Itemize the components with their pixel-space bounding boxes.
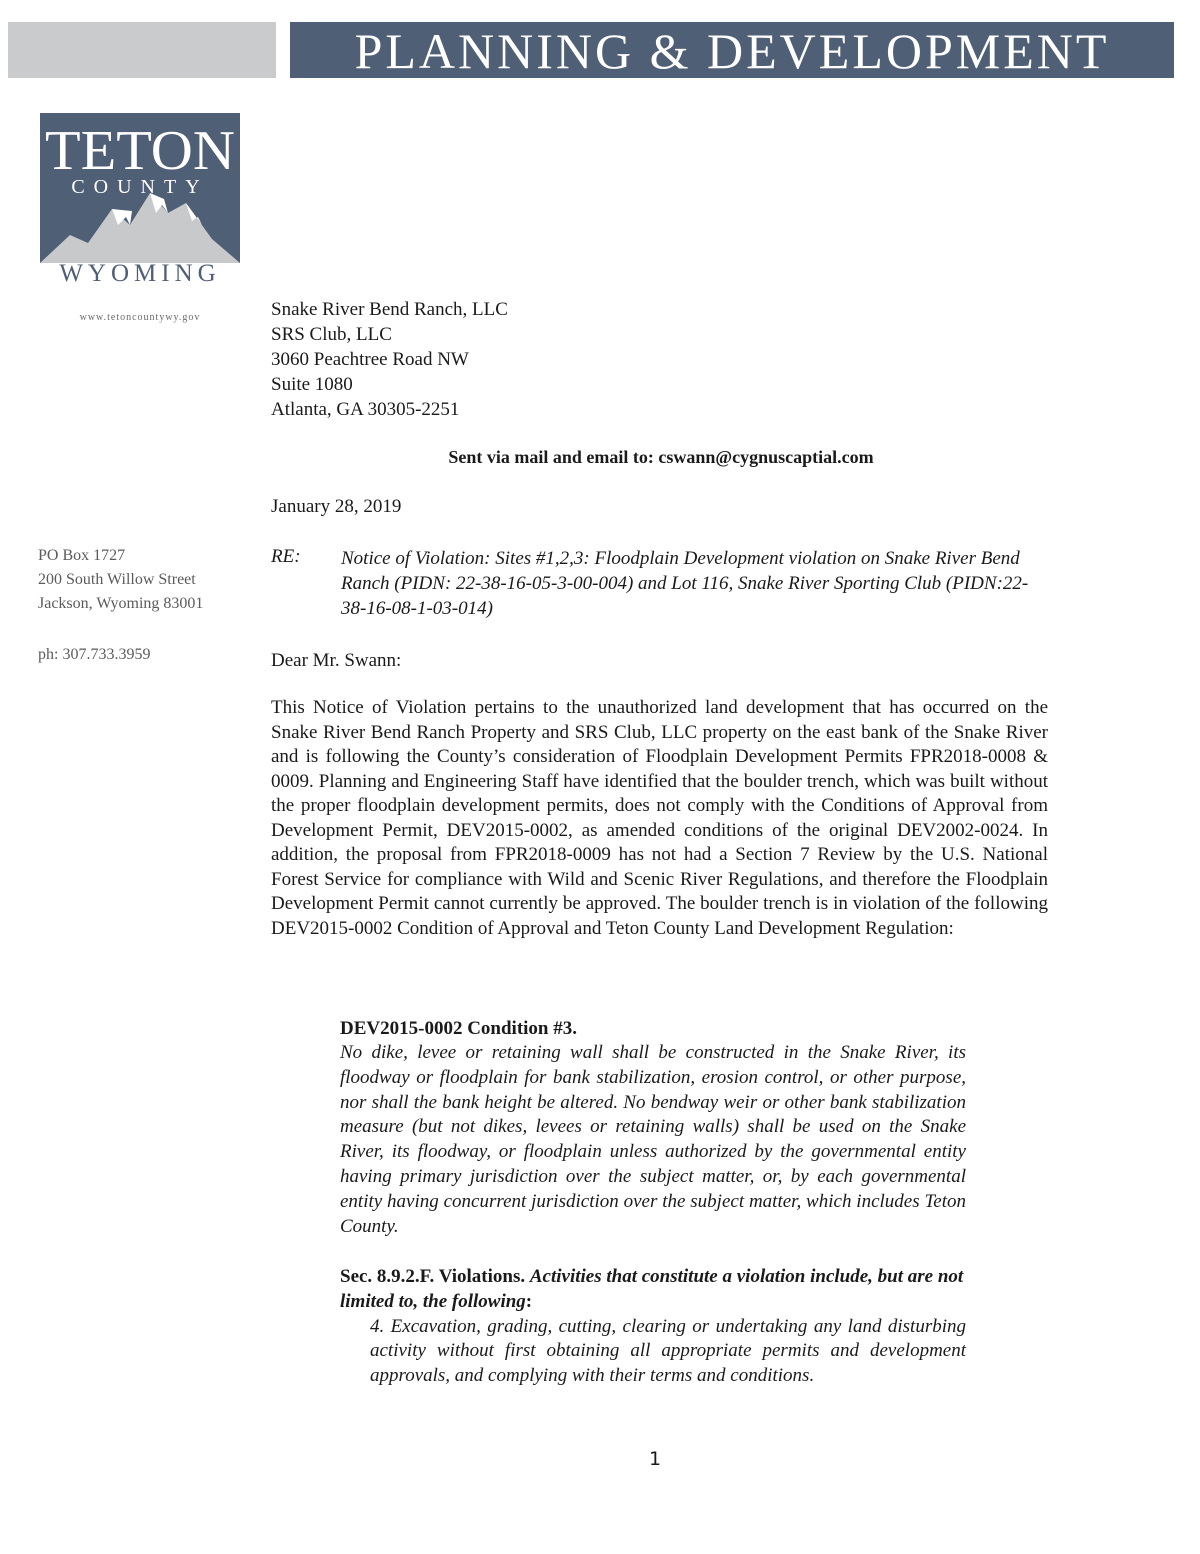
section-heading [340,1265,966,1315]
condition-text: No dike, levee or retaining wall shall be constructed in the Snake River, its floodway or floodplain for bank stabilization, erosion control, or other purpose, nor shall the bank height be altered. No bendway weir or other bank stabilization measure (but not dikes, levees or retaining walls) shall be used on the Snake River, its floodway, or floodplain unless authorized by the governmental entity having primary jurisdiction over the subject matter, or, by each governmental entity having concurrent jurisdiction over the subject matter, which includes Teton County. [340,1042,966,1237]
sidebar-phone: ph: 307.733.3959 [38,646,151,663]
condition-title: DEV2015-0002 Condition #3. [340,1018,577,1039]
recipient-address [271,297,508,422]
sidebar-city: Jackson, Wyoming 83001 [38,595,204,612]
letter-date: January 28, 2019 [271,496,402,517]
logo-line1: TETON [45,120,235,182]
recipient-line: 3060 Peachtree Road NW [271,349,469,370]
recipient-line: Atlanta, GA 30305-2251 [271,399,460,420]
logo-line2: COUNTY [71,176,209,198]
section-lead: Sec. 8.9.2.F. Violations. [340,1266,526,1287]
re-subject: Notice of Violation: Sites #1,2,3: Floodplain Development violation on Snake River Bend Ranch (PIDN: 22-38-16-05-3-00-004) and Lot 116, Snake River Sporting Club (PIDN:22-38-16-08-1-03-014) [341,548,1029,619]
condition-block [340,1017,966,1239]
section-item: 4. Excavation, grading, cutting, clearing or undertaking any land disturbing activity without first obtaining all appropriate permits and development approvals, and complying with their terms and conditions. [370,1315,966,1387]
header-title: PLANNING & DEVELOPMENT [290,22,1174,78]
logo-state: WYOMING [59,260,221,287]
body-paragraph: This Notice of Violation pertains to the unauthorized land development that has occurred on the Snake River Bend Ranch Property and SRS Club, LLC property on the east bank of the Snake River and is following the County’s consideration of Floodplain Development Permits FPR2018-0008 & 0009. Planning and Engineering Staff have identified that the boulder trench, which was built without the proper floodplain development permits, does not comply with the Conditions of Approval from Development Permit, DEV2015-0002, as amended conditions of the original DEV2002-0024. In addition, the proposal from FPR2018-0009 has not had a Section 7 Review by the U.S. National Forest Service for compliance with Wild and Scenic River Regulations, and therefore the Floodplain Development Permit cannot currently be approved. The boulder trench is in violation of the following DEV2015-0002 Condition of Approval and Teton County Land Development Regulation: [271,697,1048,939]
sidebar-street: 200 South Willow Street [38,571,196,588]
page-number: 1 [648,1448,662,1470]
salutation: Dear Mr. Swann: [271,650,402,671]
section-colon: : [525,1290,533,1312]
section-heading-text: Activities that constitute a violation include, but are not limited to, the following [340,1266,964,1312]
recipient-line: Snake River Bend Ranch, LLC [271,299,508,320]
recipient-line: SRS Club, LLC [271,324,392,345]
recipient-line: Suite 1080 [271,374,353,395]
teton-county-logo [40,113,240,263]
website-link[interactable]: www.tetoncountywy.gov [79,312,201,323]
header-gray-block [8,22,276,78]
sent-via-line: Sent via mail and email to: cswann@cygnuscaptial.com [448,447,874,467]
section-block [340,1265,966,1389]
sidebar-po-box: PO Box 1727 [38,547,126,564]
re-label: RE: [271,546,301,567]
